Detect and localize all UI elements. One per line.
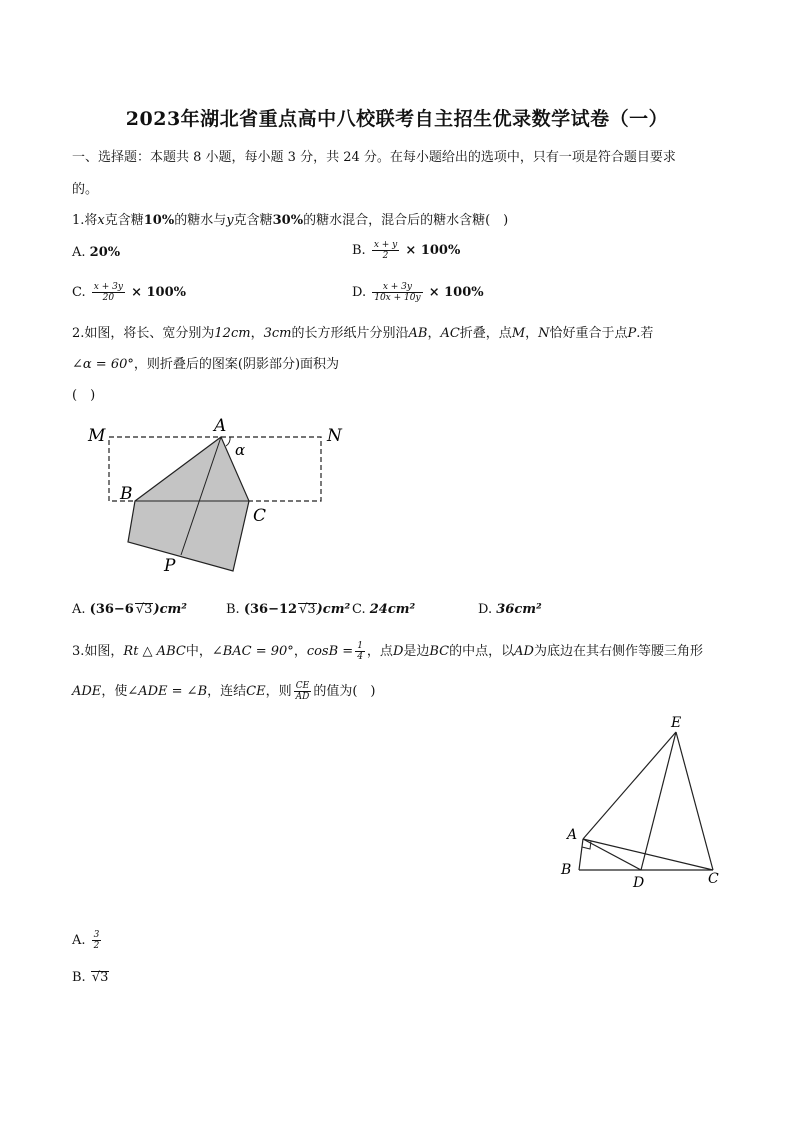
fraction (92, 282, 125, 303)
q3-triangle-ade: ADE (72, 684, 102, 699)
q2-label-alpha: α (235, 441, 246, 459)
q1-var-y: y (226, 213, 234, 228)
q3-stem-line2 (72, 680, 375, 702)
q3-stem-text: 的值为( ) (313, 684, 376, 699)
q2-stem-text: .若 (636, 326, 654, 341)
fraction-numerator: 3 (93, 930, 100, 940)
q3-seg-ad: AD (514, 644, 534, 659)
fraction-denominator: 20 (102, 293, 115, 303)
option-unit: )cm² (316, 602, 351, 617)
q3-stem-text: ，使 (101, 684, 128, 699)
fraction (372, 282, 422, 303)
q3-angle-eq: ∠ADE = ∠B (127, 684, 208, 699)
q2-stem-line1 (72, 322, 653, 341)
fraction-denominator: 4 (357, 652, 363, 662)
option-value: × 100% (405, 243, 461, 258)
option-label: A. (72, 602, 86, 617)
q2-stem-text: ， (427, 326, 441, 341)
q3-option-a[interactable] (72, 930, 103, 951)
q2-label-a: A (214, 416, 227, 436)
q2-answer-blank: ( ) (72, 388, 96, 403)
fraction (294, 681, 312, 702)
q3-cos: cosB = (306, 644, 354, 659)
q1-stem-text: 1.将 (72, 213, 98, 228)
option-value: × 100% (131, 285, 186, 300)
option-value: 36cm² (496, 602, 542, 617)
option-label: B. (72, 970, 86, 985)
q3-seg-ad-line (583, 839, 641, 870)
fraction (92, 930, 102, 951)
q2-option-d[interactable] (478, 602, 542, 617)
q2-label-p: P (164, 556, 176, 576)
q2-point-m: M (511, 326, 526, 341)
fraction-numerator: CE (294, 681, 312, 692)
q2-label-n: N (327, 426, 342, 446)
q2-label-b: B (120, 484, 133, 504)
q3-triangle: Rt △ ABC (123, 644, 186, 659)
q2-angle: ∠α = 60° (72, 357, 134, 372)
q2-stem-text: ，则折叠后的图案(阴影部分)面积为 (133, 357, 340, 372)
q3-stem-text: ，则 (265, 684, 292, 699)
q1-percent-30: 30% (272, 213, 304, 228)
q3-seg-ce: CE (246, 684, 266, 699)
q3-right-angle: ∠BAC = 90° (211, 644, 294, 659)
q1-var-x: x (97, 213, 105, 228)
fraction (372, 240, 399, 261)
fraction-numerator: x + 3y (372, 282, 422, 293)
option-value: (36−6 (89, 602, 134, 617)
q2-option-c[interactable] (352, 602, 415, 617)
sqrt-symbol: √3 (91, 970, 109, 985)
q2-option-b[interactable] (226, 602, 350, 617)
section-heading-cont: 的。 (72, 182, 99, 197)
q2-shaded-region (128, 437, 249, 571)
option-unit: )cm² (153, 602, 187, 617)
q2-stem-text: 2.如图，将长、宽分别为 (72, 326, 215, 341)
q3-stem-line1 (72, 640, 703, 662)
option-label: A. (72, 933, 86, 948)
option-label: C. (72, 285, 86, 300)
option-label: A. (72, 245, 86, 260)
option-value: × 100% (428, 285, 484, 300)
option-label: B. (226, 602, 240, 617)
radicand: 3 (307, 602, 316, 617)
q2-figure (80, 415, 350, 585)
q2-stem-text: 的长方形纸片分别沿 (291, 326, 409, 341)
q1-option-d[interactable] (352, 282, 484, 303)
option-label: B. (352, 243, 366, 258)
q2-angle-arc (226, 437, 230, 446)
q2-length: 12cm (214, 326, 251, 341)
section-heading: 一、选择题：本题共 8 小题，每小题 3 分，共 24 分。在每小题给出的选项中，只有一项是符合题目要求 (72, 150, 676, 165)
q3-point-d: D (392, 644, 404, 659)
q3-stem-text: ，连结 (207, 684, 247, 699)
q3-seg-bc: BC (429, 644, 450, 659)
q1-stem (72, 209, 508, 228)
fraction-numerator: x + y (373, 240, 398, 250)
q2-point-p: P (627, 326, 637, 341)
page-title: 2023年湖北省重点高中八校联考自主招生优录数学试卷（一） (125, 108, 669, 130)
q3-label-a: A (567, 827, 578, 843)
q3-stem-text: ，点 (366, 644, 393, 659)
q2-stem-text: 恰好重合于点 (549, 326, 628, 341)
q2-seg-ab: AB (408, 326, 428, 341)
q1-percent-10: 10% (143, 213, 175, 228)
fraction (355, 641, 365, 662)
q2-label-c: C (253, 506, 267, 526)
q3-label-e: E (671, 715, 682, 731)
q3-stem-text: 的中点，以 (449, 644, 515, 659)
q1-stem-text: 的糖水混合，混合后的糖水含糖( ) (303, 213, 509, 228)
fraction-denominator: 2 (382, 251, 389, 261)
q2-stem-line2 (72, 353, 339, 372)
q3-stem-text: ， (293, 644, 307, 659)
option-value: 20% (89, 245, 121, 260)
q1-option-a[interactable] (72, 245, 120, 260)
q3-stem-text: 3.如图， (72, 644, 124, 659)
option-label: D. (352, 285, 367, 300)
option-label: C. (352, 602, 366, 617)
q3-label-c: C (708, 871, 719, 887)
q3-stem-text: 中， (185, 644, 212, 659)
fraction-numerator: 1 (357, 641, 363, 651)
q3-stem-text: 是边 (403, 644, 430, 659)
q2-stem-text: ， (525, 326, 539, 341)
q3-label-b: B (561, 862, 572, 878)
q1-stem-text: 克含糖 (233, 213, 273, 228)
q2-stem-text: 折叠，点 (459, 326, 512, 341)
q2-option-a[interactable] (72, 602, 187, 617)
fraction-denominator: AD (295, 692, 310, 702)
radicand: 3 (144, 602, 153, 617)
option-value: 24cm² (369, 602, 416, 617)
q2-label-m: M (88, 426, 106, 446)
sqrt-symbol: √3 (299, 602, 316, 617)
q2-seg-ac: AC (440, 326, 460, 341)
q1-option-c[interactable] (72, 282, 186, 303)
fraction-denominator: 10x + 10y (374, 293, 421, 303)
q3-option-b[interactable] (72, 970, 109, 985)
option-value: (36−12 (243, 602, 298, 617)
q1-stem-text: 的糖水与 (174, 213, 227, 228)
q2-width: 3cm (263, 326, 292, 341)
fraction-numerator: x + 3y (93, 282, 123, 292)
fraction-denominator: 2 (93, 941, 100, 951)
q3-figure (555, 712, 730, 892)
q3-seg-ce-line (676, 732, 713, 870)
q3-stem-text: 为底边在其右侧作等腰三角形 (533, 644, 703, 659)
q2-stem-text: ， (250, 326, 264, 341)
q1-option-b[interactable] (352, 240, 460, 261)
sqrt-symbol: √3 (135, 602, 153, 617)
radicand: 3 (100, 970, 109, 985)
q3-label-d: D (633, 875, 645, 891)
option-label: D. (478, 602, 493, 617)
q1-stem-text: 克含糖 (104, 213, 144, 228)
q3-seg-ab-line (579, 839, 583, 870)
q2-point-n: N (538, 326, 550, 341)
